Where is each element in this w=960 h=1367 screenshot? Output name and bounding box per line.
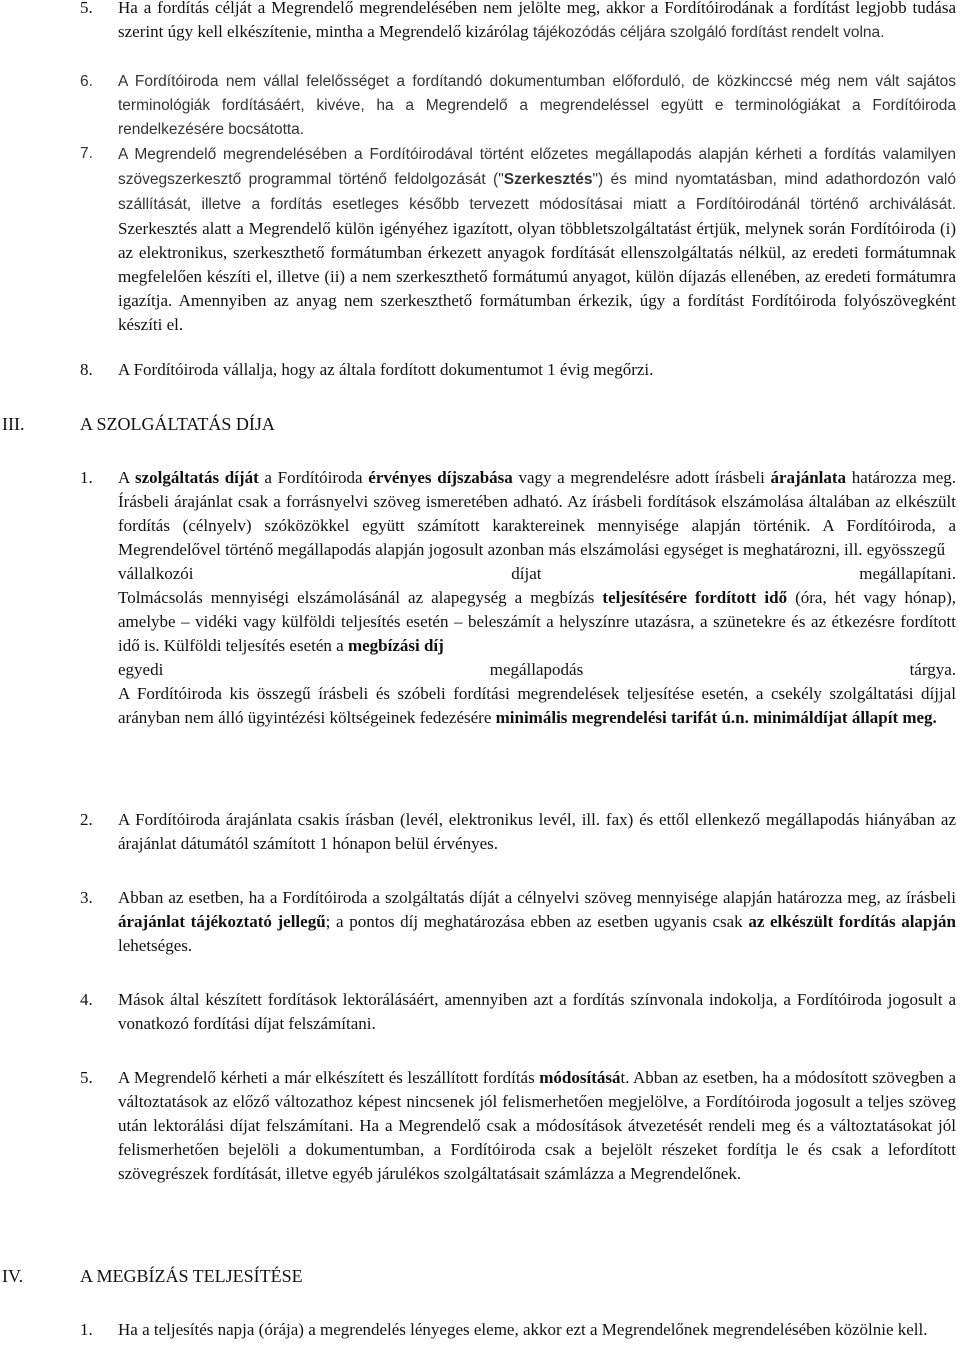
item-number: 2. <box>80 810 93 829</box>
item-number: 8. <box>80 360 93 379</box>
spread-line: vállalkozói díjat megállapítani. <box>118 564 956 583</box>
item-number: 5. <box>80 0 93 17</box>
section-title: A SZOLGÁLTATÁS DÍJA <box>80 414 275 434</box>
item-text: Abban az esetben, ha a Fordítóiroda a szolgáltatás díját a célnyelvi szöveg mennyisége alapján határozza meg, az írásbeli árajánlat tájékoztató jellegű; a pontos díj meghatározása ebben az esetben ugyanis csak az elkészült fordítás alapján lehetséges. <box>118 888 957 955</box>
spread-line: egyedi megállapodás tárgya. <box>118 660 956 679</box>
section-number: III. <box>2 414 25 434</box>
item-text: A Fordítóiroda árajánlata csakis írásban (levél, elektronikus levél, ill. fax) és ettől ellenkező megállapodás hiányában az árajánlat dátumától számított 1 hónapon belül érvényes. <box>118 810 956 853</box>
list-item-fee-5 <box>80 1066 956 1186</box>
list-item-8 <box>80 358 956 382</box>
list-item-fee-2 <box>80 808 956 856</box>
item-number: 1. <box>80 1320 93 1339</box>
item-text: Mások által készített fordítások lektorálásáért, amennyiben azt a fordítás színvonala indokolja, a Fordítóiroda jogosult a vonatkozó fordítási díjat felszámítani. <box>118 990 956 1033</box>
item-number: 1. <box>80 468 93 487</box>
list-item-7 <box>80 142 956 337</box>
item-number: 3. <box>80 888 93 907</box>
item-text: A Fordítóiroda vállalja, hogy az általa fordított dokumentumot 1 évig megőrzi. <box>118 360 654 379</box>
item-number: 7. <box>80 145 93 162</box>
item-text: Ha a fordítás célját a Megrendelő megrendelésében nem jelölte meg, akkor a Fordítóirodának a fordítást legjobb tudása szerint úgy kell elkészítenie, mintha a Megrendelő kizárólag tájékozódás céljára szolgáló fordítást rendelt volna. <box>118 0 956 41</box>
item-text: A Fordítóiroda nem vállal felelősséget a fordítandó dokumentumban előforduló, de közkinccsé még nem vált sajátos terminológiák fordításáért, kivéve, ha a Megrendelő a megrendeléssel együtt e terminológiákat a Fordítóiroda rendelkezésére bocsátotta. <box>118 73 956 138</box>
list-item-6 <box>80 70 956 142</box>
section-title: A MEGBÍZÁS TELJESÍTÉSE <box>80 1266 303 1286</box>
item-text: Ha a teljesítés napja (órája) a megrendelés lényeges eleme, akkor ezt a Megrendelőnek megrendelésében közölnie kell. <box>118 1320 928 1339</box>
list-item-fee-1 <box>80 466 956 730</box>
list-item-fee-4 <box>80 988 956 1036</box>
list-item-completion-1 <box>80 1318 956 1342</box>
list-item-5 <box>80 0 956 45</box>
item-number: 5. <box>80 1068 93 1087</box>
item-number: 6. <box>80 73 93 90</box>
item-text: A Megrendelő megrendelésében a Fordítóirodával történt előzetes megállapodás alapján kérheti a fordítás valamilyen szövegszerkesztő programmal történő feldolgozását ("Szerkesztés") és mind nyomtatásban, mind adathordozón való szállítását, illetve a fordítás esetleges később tervezett módosításai miatt a Fordítóirodánál történő archiválását. Szerkesztés alatt a Megrendelő külön igényéhez igazított, olyan többletszolgáltatást értjük, melynek során Fordítóiroda (i) az elektronikus, szerkeszthető formátumban érkezett anyagok fordítását ellenszolgáltatás nélkül, az eredeti formátumnak megfelelően készíti el, illetve (ii) a nem szerkeszthető formátumú anyagot, külön díjazás ellenében, az eredeti formátumra igazítja. Amennyiben az anyag nem szerkeszthető formátumban érkezik, úgy a fordítást Fordítóiroda folyószövegként készíti el. <box>118 146 956 334</box>
list-item-fee-3 <box>80 886 956 958</box>
item-text: A Megrendelő kérheti a már elkészített és leszállított fordítás módosítását. Abban az esetben, ha a módosított szövegben a változtatások az előző változathoz képest nincsenek jól felismerhetően megjelölve, a Fordítóiroda jogosult a teljes szöveg után lektorálási díjat felszámítani. Ha a Megrendelő csak a módosítások átvezetését rendeli meg és a változtatásokat jól felismerhetően bejelöli a dokumentumban, a Fordítóiroda csak a bejelölt részeket fordítja le és csak a lefordított szövegrészek fordítását, illetve egyéb járulékos szolgáltatásait számlázza a Megrendelőnek. <box>118 1068 956 1183</box>
section-number: IV. <box>2 1266 24 1286</box>
item-text: A szolgáltatás díját a Fordítóiroda érvényes díjszabása vagy a megrendelésre adott írásbeli árajánlata határozza meg. Írásbeli árajánlat csak a forrásnyelvi szöveg ismeretében adható. Az írásbeli fordítások elszámolása általában az elkészült fordítás (célnyelv) szóközökkel együtt számított karaktereinek mennyisége alapján történik. A Fordítóiroda, a Megrendelővel történő megállapodás alapján jogosult azonban más elszámolási egységet is meghatározni, ill. egyösszegű vállalkozói díjat megállapítani. Tolmácsolás mennyiségi elszámolásánál az alapegység a megbízás teljesítésére fordított idő (óra, hét vagy hónap), amelybe – vidéki vagy külföldi teljesítés esetén – beleszámít a helyszínre utazásra, a szünetekre és az étkezésre fordított idő is. Külföldi teljesítés esetén a megbízási díj egyedi megállapodás tárgya. A Fordítóiroda kis összegű írásbeli és szóbeli fordítási megrendelések teljesítése esetén, a csekély szolgáltatási díjjal arányban nem álló ügyintézési költségeinek fedezésére minimális megrendelési tarifát ú.n. minimáldíjat állapít meg. <box>118 468 957 727</box>
item-number: 4. <box>80 990 93 1009</box>
